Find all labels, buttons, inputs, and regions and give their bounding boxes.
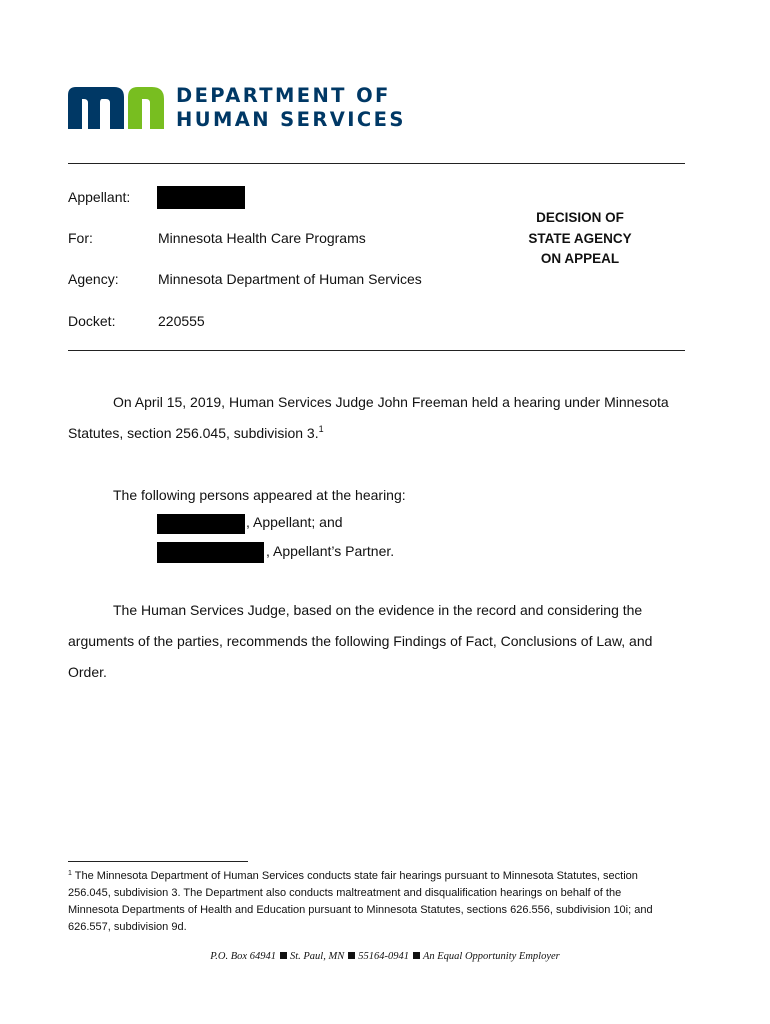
- footnote-line-1: [68, 868, 708, 885]
- paragraph-3-line-1: The Human Services Judge, based on the evidence in the record and considering the: [113, 602, 643, 618]
- appearance-1-role: , Appellant; and: [246, 514, 343, 530]
- logo-wordmark: [176, 84, 406, 132]
- paragraph-1-line-2: [68, 425, 324, 441]
- redacted-appellant-name: [157, 186, 245, 209]
- paragraph-1-line-1: On April 15, 2019, Human Services Judge John Freeman held a hearing under Minnesota: [113, 394, 669, 410]
- footnote: [68, 868, 708, 936]
- agency-value: Minnesota Department of Human Services: [158, 271, 422, 287]
- footer-eoe: An Equal Opportunity Employer: [422, 951, 560, 962]
- page-footer: [0, 951, 770, 962]
- footnote-separator: [68, 861, 248, 862]
- paragraph-1-text: Statutes, section 256.045, subdivision 3.: [68, 425, 319, 441]
- bottom-divider: [68, 350, 685, 351]
- decision-line-1: DECISION OF: [536, 210, 624, 225]
- footer-po-box: P.O. Box 64941: [210, 951, 276, 962]
- footnote-text-1: The Minnesota Department of Human Services conducts state fair hearings pursuant to Minnesota Statutes, section: [74, 870, 638, 882]
- top-divider: [68, 163, 685, 164]
- docket-label: Docket:: [68, 313, 116, 329]
- agency-label: Agency:: [68, 271, 119, 287]
- square-bullet-icon: [348, 952, 355, 959]
- footnote-line-3: Minnesota Departments of Health and Education pursuant to Minnesota Statutes, sections 626.556, subdivision 10i; and: [68, 904, 653, 916]
- mn-logo-icon: [68, 85, 164, 129]
- square-bullet-icon: [280, 952, 287, 959]
- footnote-line-2: 256.045, subdivision 3. The Department also conducts maltreatment and disqualification hearings on behalf of the: [68, 887, 622, 899]
- paragraph-3-line-2: arguments of the parties, recommends the following Findings of Fact, Conclusions of Law, and: [68, 633, 653, 649]
- logo-line-1: DEPARTMENT OF: [176, 84, 391, 107]
- square-bullet-icon: [413, 952, 420, 959]
- decision-heading: [510, 208, 650, 270]
- footnote-number: 1: [68, 870, 72, 877]
- for-label: For:: [68, 230, 93, 246]
- appearances-intro: The following persons appeared at the hearing:: [113, 487, 406, 503]
- redacted-appearance-2: [157, 542, 264, 563]
- footer-zip: 55164-0941: [358, 951, 409, 962]
- logo-line-2: HUMAN SERVICES: [176, 108, 406, 131]
- decision-line-3: ON APPEAL: [540, 251, 620, 266]
- decision-line-2: STATE AGENCY: [528, 230, 632, 246]
- appellant-label: Appellant:: [68, 189, 131, 205]
- footer-city: St. Paul, MN: [289, 951, 345, 962]
- redacted-appearance-1: [157, 514, 245, 534]
- docket-value: 220555: [158, 313, 205, 329]
- appearance-2-role: , Appellant’s Partner.: [266, 543, 395, 559]
- footnote-reference: 1: [318, 424, 324, 434]
- for-value: Minnesota Health Care Programs: [158, 230, 366, 246]
- footnote-line-4: 626.557, subdivision 9d.: [68, 921, 187, 933]
- paragraph-3-line-3: Order.: [68, 664, 107, 680]
